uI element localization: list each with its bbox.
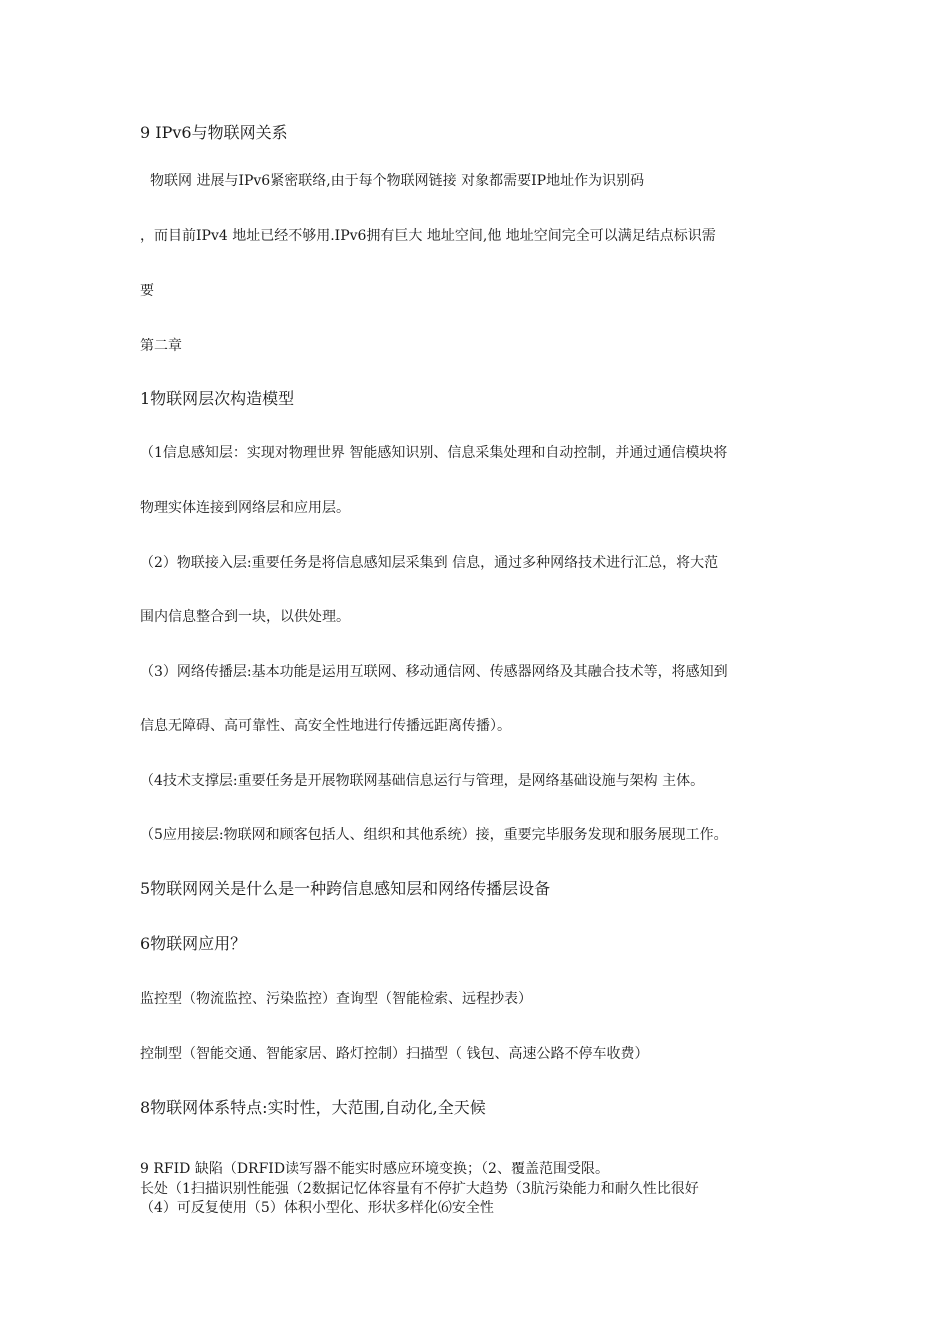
section-heading-features: 8物联网体系特点:实时性，大范围,自动化,全天候 [140,1098,486,1117]
paragraph-line: 信息无障碍、高可靠性、高安全性地进行传播远距离传播）。 [140,718,511,734]
paragraph-line: 围内信息整合到一块，以供处理。 [140,609,350,625]
section-heading-rfid: 9 RFID 缺陷（DRFID读写器不能实时感应环境变换；（2、覆盖范围受限。 [140,1161,609,1177]
paragraph-line: （4）可反复使用（5）体积小型化、形状多样化⑹安全性 [140,1200,494,1216]
paragraph-line: 要 [140,283,154,299]
paragraph-line: （3）网络传播层:基本功能是运用互联网、移动通信网、传感器网络及其融合技术等，将感知到 [140,664,728,680]
paragraph-line: （4技术支撑层:重要任务是开展物联网基础信息运行与管理，是网络基础设施与架构 主体。 [140,773,705,789]
paragraph-line: 控制型（智能交通、智能家居、路灯控制）扫描型（ 钱包、高速公路不停车收费） [140,1046,649,1062]
paragraph-line: ，而目前IPv4 地址已经不够用.IPv6拥有巨大 地址空间,他 地址空间完全可以满足结点标识需 [140,228,716,244]
chapter-heading: 第二章 [140,338,182,354]
paragraph-line: （2）物联接入层:重要任务是将信息感知层采集到 信息，通过多种网络技术进行汇总，将大范 [140,555,719,571]
section-heading-applications: 6物联网应用？ [140,934,247,953]
section-heading-gateway: 5物联网网关是什么是一种跨信息感知层和网络传播层设备 [140,879,551,898]
paragraph-line: （5应用接层:物联网和顾客包括人、组织和其他系统）接，重要完毕服务发现和服务展现工作。 [140,827,728,843]
section-heading-ipv6: 9 IPv6与物联网关系 [140,123,288,142]
paragraph-line: 物理实体连接到网络层和应用层。 [140,500,350,516]
paragraph-line: （1信息感知层：实现对物理世界 智能感知识别、信息采集处理和自动控制，并通过通信模块将 [140,445,728,461]
section-heading-model: 1物联网层次构造模型 [140,389,295,408]
paragraph-line: 长处（1扫描识别性能强（2数据记忆体容量有不停扩大趋势（3肮污染能力和耐久性比很好 [140,1181,699,1197]
paragraph-line: 监控型（物流监控、污染监控）查询型（智能检索、远程抄表） [140,991,532,1007]
paragraph-line: 物联网 进展与IPv6紧密联络,由于每个物联网链接 对象都需要IP地址作为识别码 [150,173,645,189]
